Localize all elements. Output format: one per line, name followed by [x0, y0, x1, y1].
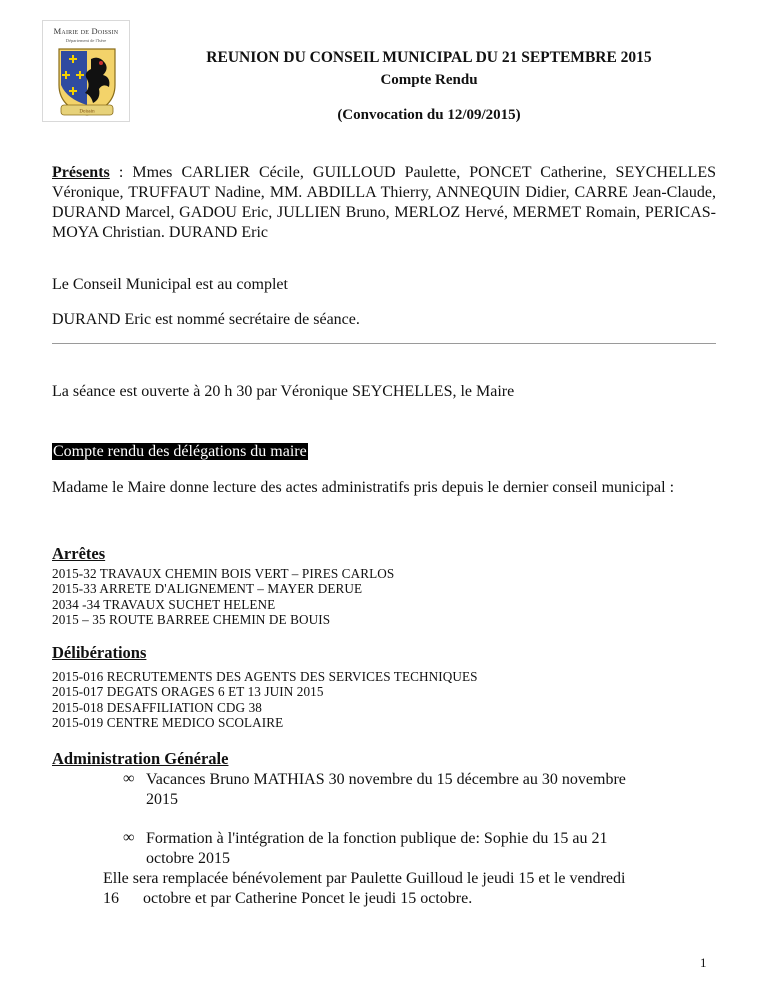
arretes-heading: Arrêtes — [52, 544, 106, 563]
list-item: 2015-33 ARRETE D'ALIGNEMENT – MAYER DERUE — [52, 581, 363, 597]
remplacement-line1: Elle sera remplacée bénévolement par Paulette Guilloud le jeudi 15 et le vendredi — [103, 870, 626, 887]
bullet-vacances-line1: Vacances Bruno MATHIAS 30 novembre du 15 décembre au 30 novembre — [146, 771, 626, 788]
bullet-vacances — [146, 770, 716, 810]
list-item: 2034 -34 TRAVAUX SUCHET HELENE — [52, 596, 276, 612]
list-item: 2015-32 TRAVAUX CHEMIN BOIS VERT – PIRES CARLOS — [52, 566, 395, 581]
presents-label: Présents — [52, 164, 110, 181]
bullet-formation-line1: Formation à l'intégration de la fonction publique de: Sophie du 15 au 21 — [146, 830, 608, 847]
delegations-heading — [52, 442, 308, 462]
ouverture-seance: La séance est ouverte à 20 h 30 par Véronique SEYCHELLES, le Maire — [52, 383, 515, 400]
administration-heading: Administration Générale — [52, 749, 229, 768]
infinity-bullet-icon: ∞ — [123, 770, 135, 787]
page-number: 1 — [700, 955, 707, 970]
delegations-intro: Madame le Maire donne lecture des actes administratifs pris depuis le dernier conseil municipal : — [52, 479, 675, 496]
page-subtitle: Compte Rendu — [380, 72, 478, 88]
list-item: 2015-017 DEGATS ORAGES 6 ET 13 JUIN 2015 — [52, 684, 324, 700]
remplacement-paragraph — [103, 869, 716, 909]
deliberations-list — [52, 669, 478, 731]
presents-text: Mmes CARLIER Cécile, GUILLOUD Paulette, PONCET Catherine, SEYCHELLES Véronique, TRUFFAUT Nadine, MM. ABDILLA Thierry, ANNEQUIN Didier, CARRE Jean-Claude, DURAND Marcel, GADOU Eric, JULLIEN Bruno, MERLOZ Hervé, MERMET Romain, PERICAS-MOYA Christian. DURAND Eric — [52, 164, 716, 241]
delegations-heading-text: Compte rendu des délégations du maire — [53, 443, 307, 460]
arretes-list — [52, 566, 394, 628]
presents-separator: : — [109, 164, 133, 181]
list-item: 2015 – 35 ROUTE BARREE CHEMIN DE BOUIS — [52, 612, 331, 628]
deliberations-heading: Délibérations — [52, 643, 147, 662]
list-item: 2015-016 RECRUTEMENTS DES AGENTS DES SERVICES TECHNIQUES — [52, 669, 478, 684]
infinity-bullet-icon: ∞ — [123, 829, 135, 846]
section-divider — [52, 343, 716, 344]
mairie-logo — [42, 20, 130, 122]
convocation-date: (Convocation du 12/09/2015) — [337, 107, 521, 123]
bullet-vacances-line2: 2015 — [146, 791, 178, 808]
bullet-formation — [146, 829, 716, 869]
logo-ribbon: Doissin — [79, 109, 95, 115]
page-title: REUNION DU CONSEIL MUNICIPAL DU 21 SEPTEMBRE 2015 — [206, 49, 652, 66]
conseil-complet: Le Conseil Municipal est au complet — [52, 276, 288, 293]
remplacement-line2-row — [103, 889, 716, 909]
presents-paragraph — [52, 163, 716, 243]
bullet-formation-line2: octobre 2015 — [146, 850, 230, 867]
list-item: 2015-018 DESAFFILIATION CDG 38 — [52, 699, 262, 715]
remplacement-line2: octobre et par Catherine Poncet le jeudi 15 octobre. — [143, 890, 473, 907]
logo-title: Mairie de Doissin — [53, 26, 119, 36]
coat-of-arms-icon — [53, 45, 121, 119]
list-item: 2015-019 CENTRE MEDICO SCOLAIRE — [52, 715, 284, 731]
secretaire-seance: DURAND Eric est nommé secrétaire de séance. — [52, 311, 360, 328]
remplacement-day: 16 — [103, 890, 119, 907]
logo-subtitle: Département de l'Isère — [65, 38, 107, 43]
